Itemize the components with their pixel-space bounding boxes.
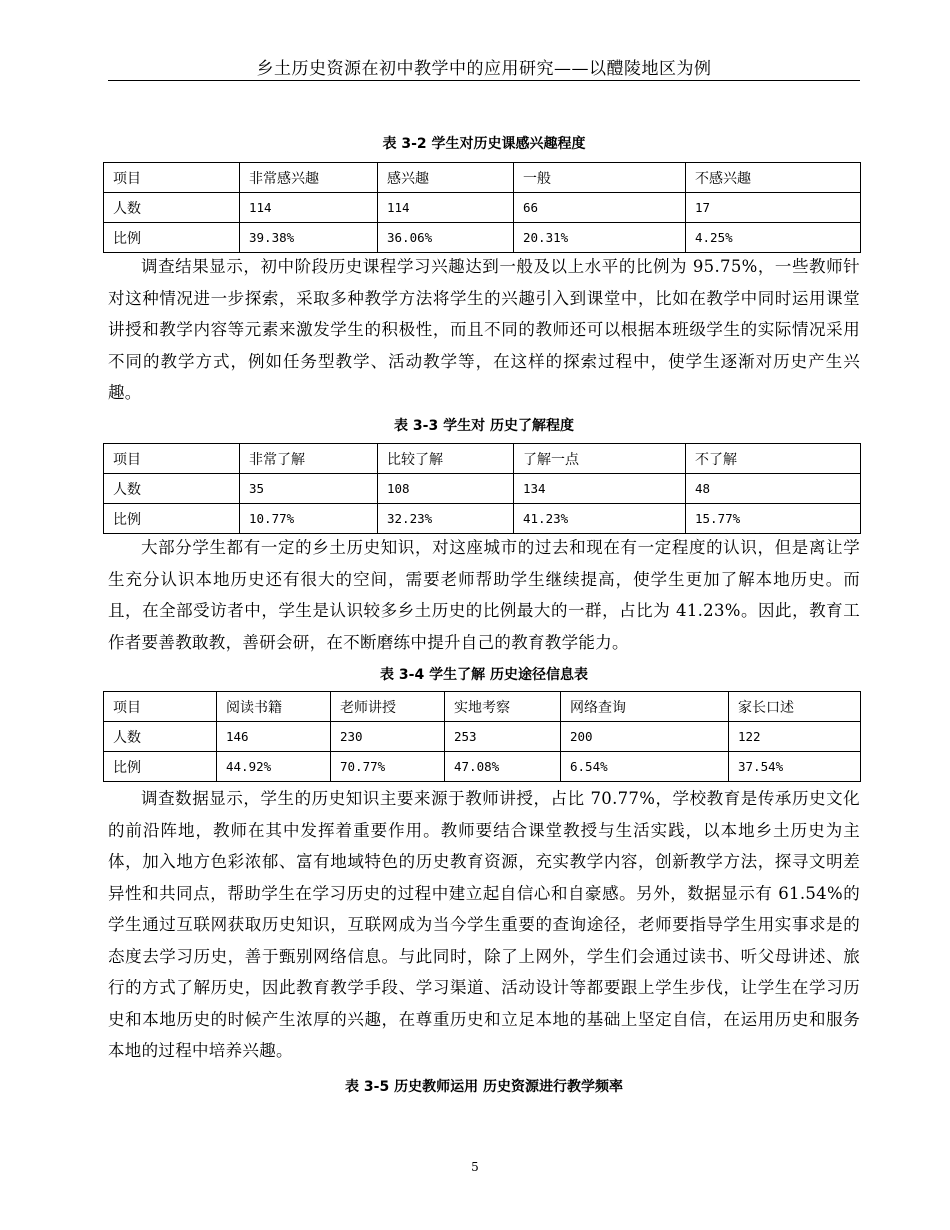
- table-cell: 17: [686, 193, 861, 223]
- table-cell: 非常了解: [240, 444, 378, 474]
- table-cell: 114: [378, 193, 514, 223]
- table-3-3: [103, 443, 861, 534]
- table-row: [104, 163, 861, 193]
- table-row: [104, 444, 861, 474]
- table-cell: 35: [240, 474, 378, 504]
- table-cell: 32.23%: [378, 504, 514, 534]
- table-cell: 134: [514, 474, 686, 504]
- table-cell: 70.77%: [331, 752, 445, 782]
- table-cell: 230: [331, 722, 445, 752]
- table-3-4-caption: 表 3-4 学生了解 历史途径信息表: [380, 667, 588, 683]
- table-cell: 39.38%: [240, 223, 378, 253]
- table-cell: 项目: [104, 163, 240, 193]
- table-cell: 37.54%: [729, 752, 861, 782]
- table-cell: 15.77%: [686, 504, 861, 534]
- table-cell: 66: [514, 193, 686, 223]
- table-cell: 不了解: [686, 444, 861, 474]
- table-cell: 比较了解: [378, 444, 514, 474]
- table-cell: 比例: [104, 223, 240, 253]
- table-row: [104, 223, 861, 253]
- table-cell: 41.23%: [514, 504, 686, 534]
- table-cell: 比例: [104, 752, 217, 782]
- table-cell: 不感兴趣: [686, 163, 861, 193]
- table-cell: 感兴趣: [378, 163, 514, 193]
- table-row: [104, 722, 861, 752]
- body-paragraph-1: 调查结果显示，初中阶段历史课程学习兴趣达到一般及以上水平的比例为 95.75%，一些教师针对这种情况进一步探索，采取多种教学方法将学生的兴趣引入到课堂中，比如在教学中同时运用课堂讲授和教学内容等元素来激发学生的积极性，而且不同的教师还可以根据本班级学生的实际情况采用不同的教学方式，例如任务型教学、活动教学等，在这样的探索过程中，使学生逐渐对历史产生兴趣。: [108, 257, 860, 402]
- table-3-5-caption: 表 3-5 历史教师运用 历史资源进行教学频率: [345, 1079, 623, 1095]
- table-cell: 网络查询: [561, 692, 729, 722]
- table-cell: 44.92%: [217, 752, 331, 782]
- table-cell: 6.54%: [561, 752, 729, 782]
- header-rule: [108, 80, 860, 81]
- table-cell: 了解一点: [514, 444, 686, 474]
- body-paragraph-3: 调查数据显示，学生的历史知识主要来源于教师讲授，占比 70.77%，学校教育是传承历史文化的前沿阵地，教师在其中发挥着重要作用。教师要结合课堂教授与生活实践，以本地乡土历史为主体，加入地方色彩浓郁、富有地域特色的历史教育资源，充实教学内容，创新教学方法，探寻文明差异性和共同点，帮助学生在学习历史的过程中建立起自信心和自豪感。另外，数据显示有 61.54%的学生通过互联网获取历史知识，互联网成为当今学生重要的查询途径，老师要指导学生用实事求是的态度去学习历史，善于甄别网络信息。与此同时，除了上网外，学生们会通过读书、听父母讲述、旅行的方式了解历史，因此教育教学手段、学习渠道、活动设计等都要跟上学生步伐，让学生在学习历史和本地历史的时候产生浓厚的兴趣，在尊重历史和立足本地的基础上坚定自信，在运用历史和服务本地的过程中培养兴趣。: [108, 789, 860, 1060]
- page-number: 5: [471, 1160, 479, 1174]
- table-cell: 146: [217, 722, 331, 752]
- table-cell: 人数: [104, 193, 240, 223]
- body-paragraph-2: 大部分学生都有一定的乡土历史知识，对这座城市的过去和现在有一定程度的认识，但是离让学生充分认识本地历史还有很大的空间，需要老师帮助学生继续提高，使学生更加了解本地历史。而且，在全部受访者中，学生是认识较多乡土历史的比例最大的一群，占比为 41.23%。因此，教育工作者要善教敢教，善研会研，在不断磨练中提升自己的教育教学能力。: [108, 538, 860, 652]
- table-row: [104, 752, 861, 782]
- table-cell: 人数: [104, 474, 240, 504]
- table-cell: 老师讲授: [331, 692, 445, 722]
- table-cell: 48: [686, 474, 861, 504]
- table-cell: 实地考察: [445, 692, 561, 722]
- table-cell: 阅读书籍: [217, 692, 331, 722]
- table-cell: 47.08%: [445, 752, 561, 782]
- table-row: [104, 193, 861, 223]
- running-header: 乡土历史资源在初中教学中的应用研究——以醴陵地区为例: [256, 59, 712, 79]
- table-cell: 项目: [104, 692, 217, 722]
- table-row: [104, 504, 861, 534]
- table-row: [104, 474, 861, 504]
- table-cell: 非常感兴趣: [240, 163, 378, 193]
- table-3-3-caption: 表 3-3 学生对 历史了解程度: [394, 418, 574, 434]
- table-row: [104, 692, 861, 722]
- table-cell: 108: [378, 474, 514, 504]
- table-cell: 家长口述: [729, 692, 861, 722]
- table-cell: 200: [561, 722, 729, 752]
- table-cell: 122: [729, 722, 861, 752]
- table-3-4: [103, 691, 861, 782]
- table-cell: 4.25%: [686, 223, 861, 253]
- table-cell: 一般: [514, 163, 686, 193]
- table-cell: 人数: [104, 722, 217, 752]
- table-cell: 20.31%: [514, 223, 686, 253]
- table-cell: 114: [240, 193, 378, 223]
- table-3-2-caption: 表 3-2 学生对历史课感兴趣程度: [382, 136, 586, 152]
- table-cell: 项目: [104, 444, 240, 474]
- table-cell: 253: [445, 722, 561, 752]
- table-cell: 10.77%: [240, 504, 378, 534]
- table-cell: 比例: [104, 504, 240, 534]
- table-3-2: [103, 162, 861, 253]
- table-cell: 36.06%: [378, 223, 514, 253]
